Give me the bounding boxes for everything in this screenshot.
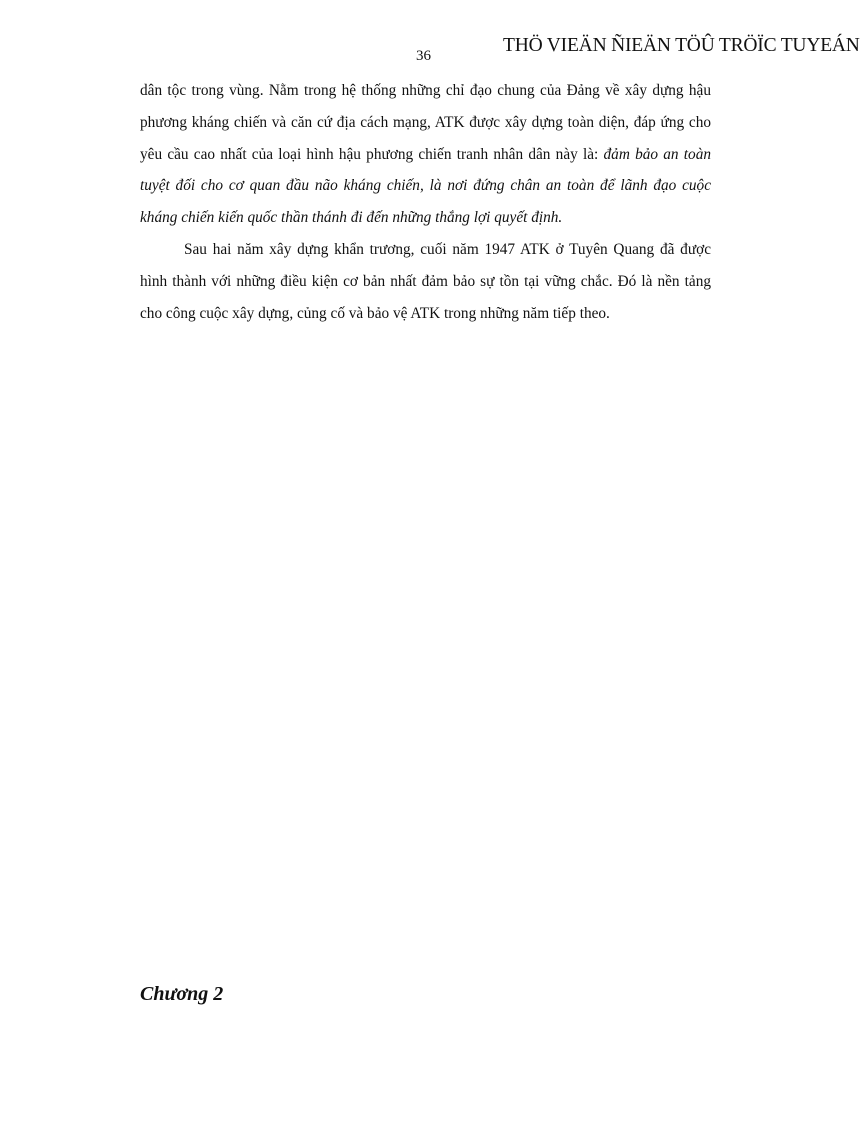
chapter-heading: Chương 2: [140, 983, 224, 1005]
page-number: 36: [416, 48, 431, 64]
watermark-header: THÖ VIEÄN ÑIEÄN TÖÛ TRÖÏC TUYEÁN: [503, 35, 860, 56]
paragraph-1-text: dân tộc trong vùng. Nằm trong hệ thống những chỉ đạo chung của Đảng về xây dựng hậu phương kháng chiến và căn cứ địa cách mạng, ATK được xây dựng toàn diện, đáp ứng cho yêu cầu cao nhất của loại hình hậu phương chiến tranh nhân dân này là:: [140, 82, 711, 163]
paragraph-1-emphasis: đảm bảo an toàn tuyệt đối cho cơ quan đầu não kháng chiến, là nơi đứng chân an toàn để lãnh đạo cuộc kháng chiến kiến quốc thần thánh đi đến những thắng lợi quyết định.: [140, 145, 711, 227]
paragraph-1: [140, 75, 711, 234]
paragraph-2: Sau hai năm xây dựng khẩn trương, cuối năm 1947 ATK ở Tuyên Quang đã được hình thành với những điều kiện cơ bản nhất đảm bảo sự tồn tại vững chắc. Đó là nền tảng cho công cuộc xây dựng, củng cố và bảo vệ ATK trong những năm tiếp theo.: [140, 240, 711, 322]
body-text: [140, 75, 711, 329]
